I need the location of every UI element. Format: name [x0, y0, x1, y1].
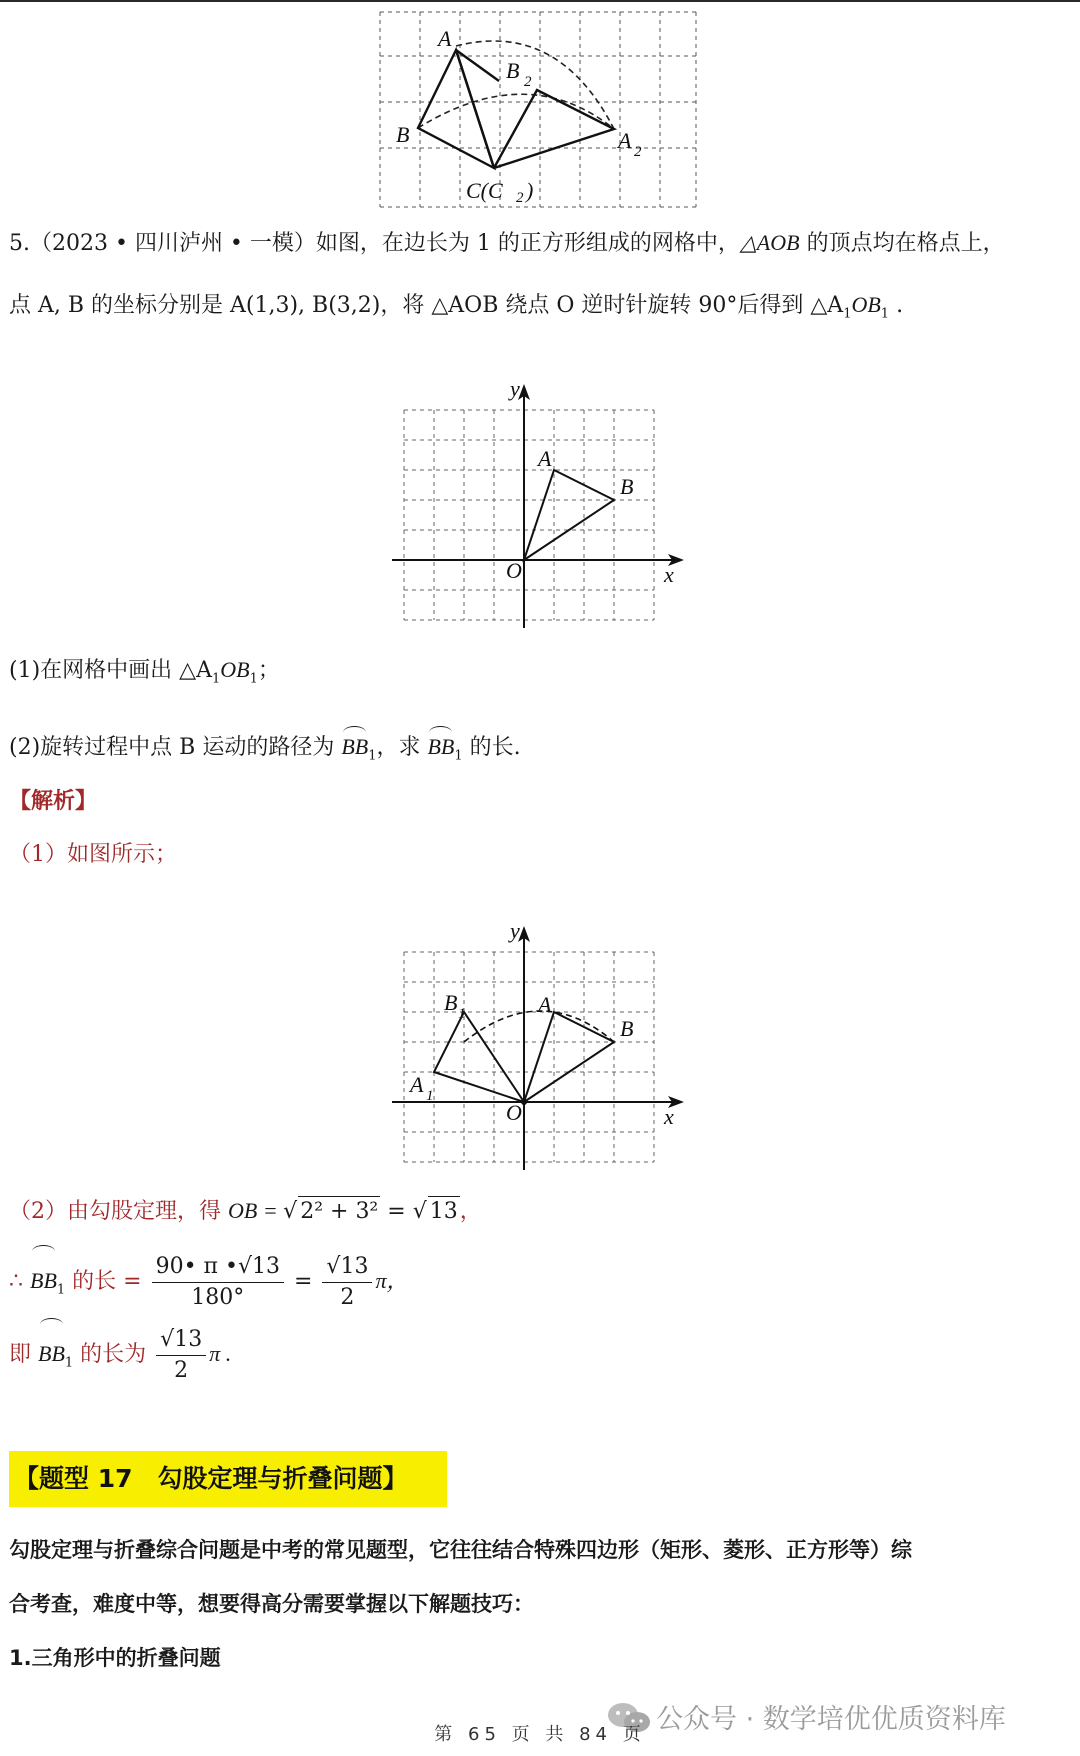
- q1-end: ；: [257, 658, 280, 683]
- section-intro-1: 勾股定理与折叠综合问题是中考的常见题型，它往往结合特殊四边形（矩形、菱形、正方形等）综: [9, 1538, 912, 1562]
- q2-sub: 1: [368, 748, 377, 764]
- watermark-text: 公众号 · 数学培优优质资料库: [656, 1704, 1006, 1735]
- problem-5-line-2-tail: .: [889, 293, 904, 318]
- label-C-close: ): [526, 178, 534, 203]
- page-footer: 第 65 页 共 84 页: [434, 1724, 646, 1745]
- step2-lhs: OB =: [228, 1198, 284, 1223]
- axis-x-label-3: x: [664, 1104, 674, 1129]
- label-B2-sub: 2: [524, 74, 532, 90]
- q1-mid: OB: [220, 657, 250, 682]
- axis-y-label: y: [510, 378, 520, 401]
- step2-radicand: 2² + 3²: [298, 1196, 380, 1227]
- step4-end: π .: [209, 1341, 232, 1366]
- axis-x-label: x: [664, 562, 674, 587]
- q2-text: (2)旋转过程中点 B 运动的路径为: [9, 735, 342, 760]
- label-A2: A: [618, 128, 632, 153]
- step2-result: 13: [428, 1196, 460, 1227]
- step4-mid: 的长为: [73, 1342, 154, 1367]
- step4-den: 2: [174, 1357, 189, 1383]
- point-b-label: B: [620, 474, 634, 499]
- step3-den: 180°: [191, 1284, 245, 1310]
- arc-bb1-2: BB: [427, 726, 454, 762]
- step4-fraction: [156, 1325, 206, 1386]
- problem-5-line-2: [9, 290, 903, 329]
- step3-eq: =: [287, 1269, 320, 1294]
- point-a1-sub: 1: [426, 1088, 434, 1104]
- figure-rotated-triangle: [392, 920, 692, 1170]
- step3-num: 90• π •√13: [152, 1252, 284, 1283]
- solution-step-4: [9, 1318, 231, 1393]
- point-a1-label: A: [410, 1072, 424, 1097]
- section-item-1: 1.三角形中的折叠问题: [9, 1646, 221, 1670]
- origin-label-3: O: [506, 1100, 522, 1125]
- label-A: A: [438, 26, 452, 51]
- step3-arc: BB: [30, 1245, 57, 1311]
- ob-text: OB: [851, 292, 881, 317]
- label-A2-sub: 2: [634, 144, 642, 160]
- q1-text: (1)在网格中画出 △A: [9, 658, 212, 683]
- solution-step-2: （2）由勾股定理，得 OB = √ 2² + 3² = √ 13，: [9, 1196, 482, 1227]
- step2-prefix: （2）由勾股定理，得: [9, 1199, 228, 1224]
- label-C2-sub: 2: [516, 190, 524, 206]
- figure-rotation-grid: [378, 10, 698, 210]
- triangle-aob: △AOB: [739, 230, 800, 255]
- step3-sub: 1: [56, 1282, 66, 1298]
- point-b-label-3: B: [620, 1016, 634, 1041]
- section-intro-2: 合考查，难度中等，想要得高分需要掌握以下解题技巧：: [9, 1592, 534, 1616]
- step3-prefix: ∴: [9, 1269, 30, 1294]
- point-a-label: A: [538, 446, 552, 471]
- step4-sub: 1: [64, 1355, 74, 1371]
- axis-y-label-3: y: [510, 920, 520, 943]
- step4-prefix: 即: [9, 1342, 38, 1367]
- step3-fraction-2: [322, 1252, 372, 1313]
- step2-eq: =: [380, 1199, 413, 1224]
- label-C: C(C: [466, 178, 503, 203]
- section-banner: 【题型 17 勾股定理与折叠问题】: [9, 1451, 447, 1507]
- sub-a1: 1: [843, 306, 852, 322]
- sub-b1: 1: [880, 306, 890, 322]
- step2-end: ，: [459, 1199, 482, 1224]
- q1-sub2: 1: [249, 671, 258, 687]
- problem-5-line-1-end: 的顶点均在格点上，: [799, 231, 1005, 256]
- solution-step-3: [9, 1245, 408, 1320]
- step3-fraction-1: [152, 1252, 284, 1313]
- arc-bb1: BB: [341, 726, 368, 762]
- solution-step-1: （1）如图所示；: [9, 842, 177, 867]
- label-B2: B: [506, 58, 520, 83]
- point-a-label-3: A: [538, 992, 552, 1017]
- point-b1-label: B: [444, 990, 458, 1015]
- q2-end: 的长.: [462, 735, 521, 760]
- problem-5-line-2-text: 点 A, B 的坐标分别是 A(1,3), B(3,2)，将 △AOB 绕点 O 逆时针旋转 90°后得到 △A: [9, 293, 844, 318]
- point-b1-sub: 1: [458, 1006, 466, 1022]
- q2-sub2: 1: [454, 748, 463, 764]
- step3-den2: 2: [340, 1284, 355, 1310]
- step4-arc: BB: [38, 1318, 65, 1384]
- step3-num2: √13: [322, 1252, 372, 1283]
- step4-num: √13: [156, 1325, 206, 1356]
- step3-pi: π，: [375, 1268, 409, 1293]
- solution-header: 【解析】: [9, 789, 98, 814]
- q1-sub1: 1: [211, 671, 221, 687]
- question-2: [9, 726, 521, 771]
- problem-5-source: 5.（2023 • 四川泸州 • 一模）如图，在边长为 1 的正方形组成的网格中，: [9, 231, 740, 256]
- step3-mid: 的长 =: [65, 1269, 149, 1294]
- figure-coordinate-aob: [392, 378, 692, 628]
- origin-label: O: [506, 558, 522, 583]
- label-B: B: [396, 122, 410, 147]
- top-rule: [0, 0, 1080, 2]
- question-1: [9, 655, 280, 694]
- problem-5-line-1: [9, 228, 1005, 259]
- q2-mid: ，求: [376, 735, 428, 760]
